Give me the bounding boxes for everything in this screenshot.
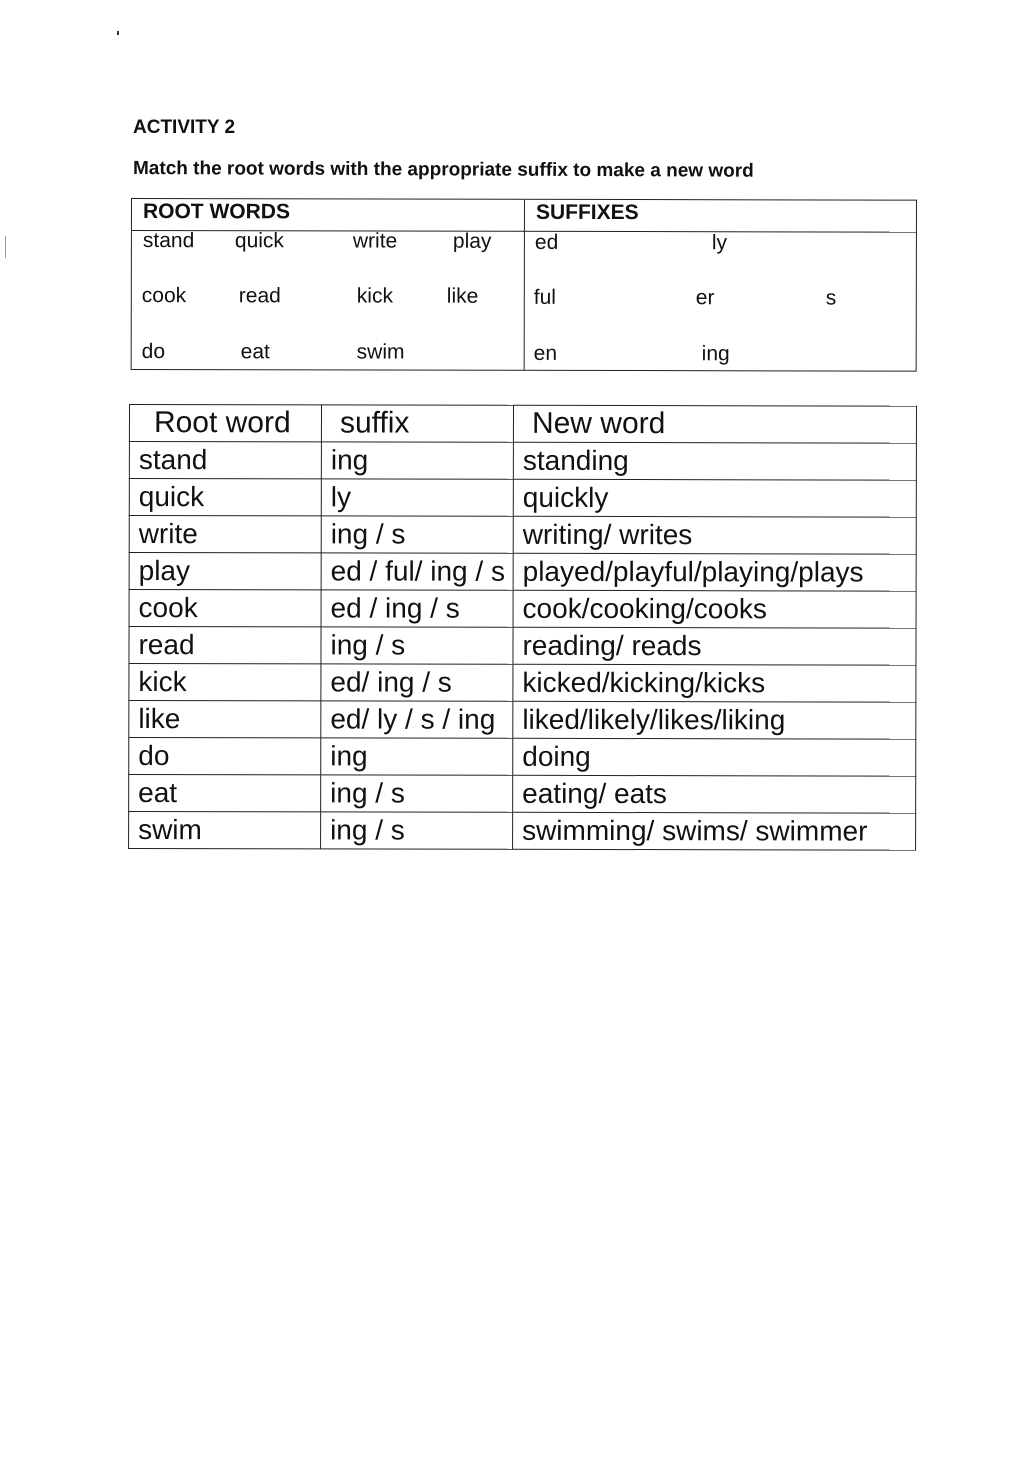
cell-root-word: do <box>129 738 321 775</box>
cell-root-word: read <box>129 627 321 664</box>
cell-suffix: ed / ful/ ing / s <box>321 553 513 590</box>
cell-suffix: ing / s <box>321 812 513 849</box>
cell-root-word: quick <box>129 479 321 516</box>
cell-new-word: standing <box>513 442 916 480</box>
cell-new-word: liked/likely/likes/liking <box>513 701 916 739</box>
table-row <box>129 516 916 555</box>
table-row <box>129 590 916 629</box>
cell-root-word: stand <box>129 442 321 479</box>
header-new-word: New word <box>513 405 916 443</box>
cell-suffix: ing / s <box>321 627 513 664</box>
cell-root-word: play <box>129 553 321 590</box>
cell-new-word: reading/ reads <box>513 627 916 665</box>
cell-new-word: writing/ writes <box>513 516 916 554</box>
answer-table <box>128 404 917 851</box>
cell-new-word: played/playful/playing/plays <box>513 553 916 591</box>
activity-title: ACTIVITY 2 <box>133 117 236 138</box>
table-row <box>129 442 916 481</box>
cell-root-word: kick <box>129 664 321 701</box>
scan-speck <box>117 31 119 35</box>
root-word: play <box>452 229 492 253</box>
cell-new-word: swimming/ swims/ swimmer <box>513 812 916 850</box>
root-word: cook <box>141 284 187 308</box>
cell-new-word: eating/ eats <box>513 775 916 813</box>
root-word: write <box>352 229 398 253</box>
root-words-header: ROOT WORDS <box>142 200 290 224</box>
table-row <box>129 553 916 592</box>
cell-root-word: like <box>129 701 321 738</box>
instructions: Match the root words with the appropriate suffix to make a new word <box>132 158 754 182</box>
cell-suffix: ed/ ly / s / ing <box>321 701 513 738</box>
cell-new-word: quickly <box>513 479 916 517</box>
suffix-word: ly <box>711 231 728 255</box>
table-row <box>129 701 916 740</box>
cell-suffix: ed / ing / s <box>321 590 513 627</box>
table-row <box>129 738 916 777</box>
cell-suffix: ing <box>321 738 513 775</box>
table-row <box>129 664 916 703</box>
suffix-word: en <box>533 341 558 365</box>
table-row <box>129 627 916 666</box>
root-word: do <box>141 340 166 364</box>
table-row <box>129 812 916 851</box>
root-word: read <box>238 284 281 308</box>
cell-root-word: eat <box>129 775 321 812</box>
root-word: swim <box>356 340 405 364</box>
answer-table-header-row <box>129 405 916 444</box>
cell-new-word: doing <box>513 738 916 776</box>
cell-new-word: cook/cooking/cooks <box>513 590 916 628</box>
cell-root-word: cook <box>129 590 321 627</box>
cell-suffix: ed/ ing / s <box>321 664 513 701</box>
root-word: quick <box>234 229 284 253</box>
suffix-word: ing <box>701 342 730 366</box>
table-row <box>129 775 916 814</box>
root-word: stand <box>142 229 195 253</box>
suffix-word: ful <box>533 285 557 309</box>
suffix-word: ed <box>534 230 559 254</box>
root-word: eat <box>240 340 270 364</box>
cell-suffix: ly <box>321 479 513 516</box>
header-suffix: suffix <box>321 405 513 442</box>
cell-suffix: ing <box>321 442 513 479</box>
cell-suffix: ing / s <box>321 516 513 553</box>
suffixes-header: SUFFIXES <box>535 200 639 225</box>
word-bank-table <box>131 198 917 372</box>
cell-new-word: kicked/kicking/kicks <box>513 664 916 702</box>
cell-root-word: swim <box>129 812 321 849</box>
cell-suffix: ing / s <box>321 775 513 812</box>
header-root-word: Root word <box>129 405 321 442</box>
root-word: like <box>446 284 479 308</box>
cell-root-word: write <box>129 516 321 553</box>
suffix-word: er <box>695 286 715 310</box>
word-bank-divider <box>524 200 525 370</box>
root-word: kick <box>356 284 393 308</box>
table-row <box>129 479 916 518</box>
scan-mark <box>5 236 6 258</box>
suffix-word: s <box>825 286 837 310</box>
